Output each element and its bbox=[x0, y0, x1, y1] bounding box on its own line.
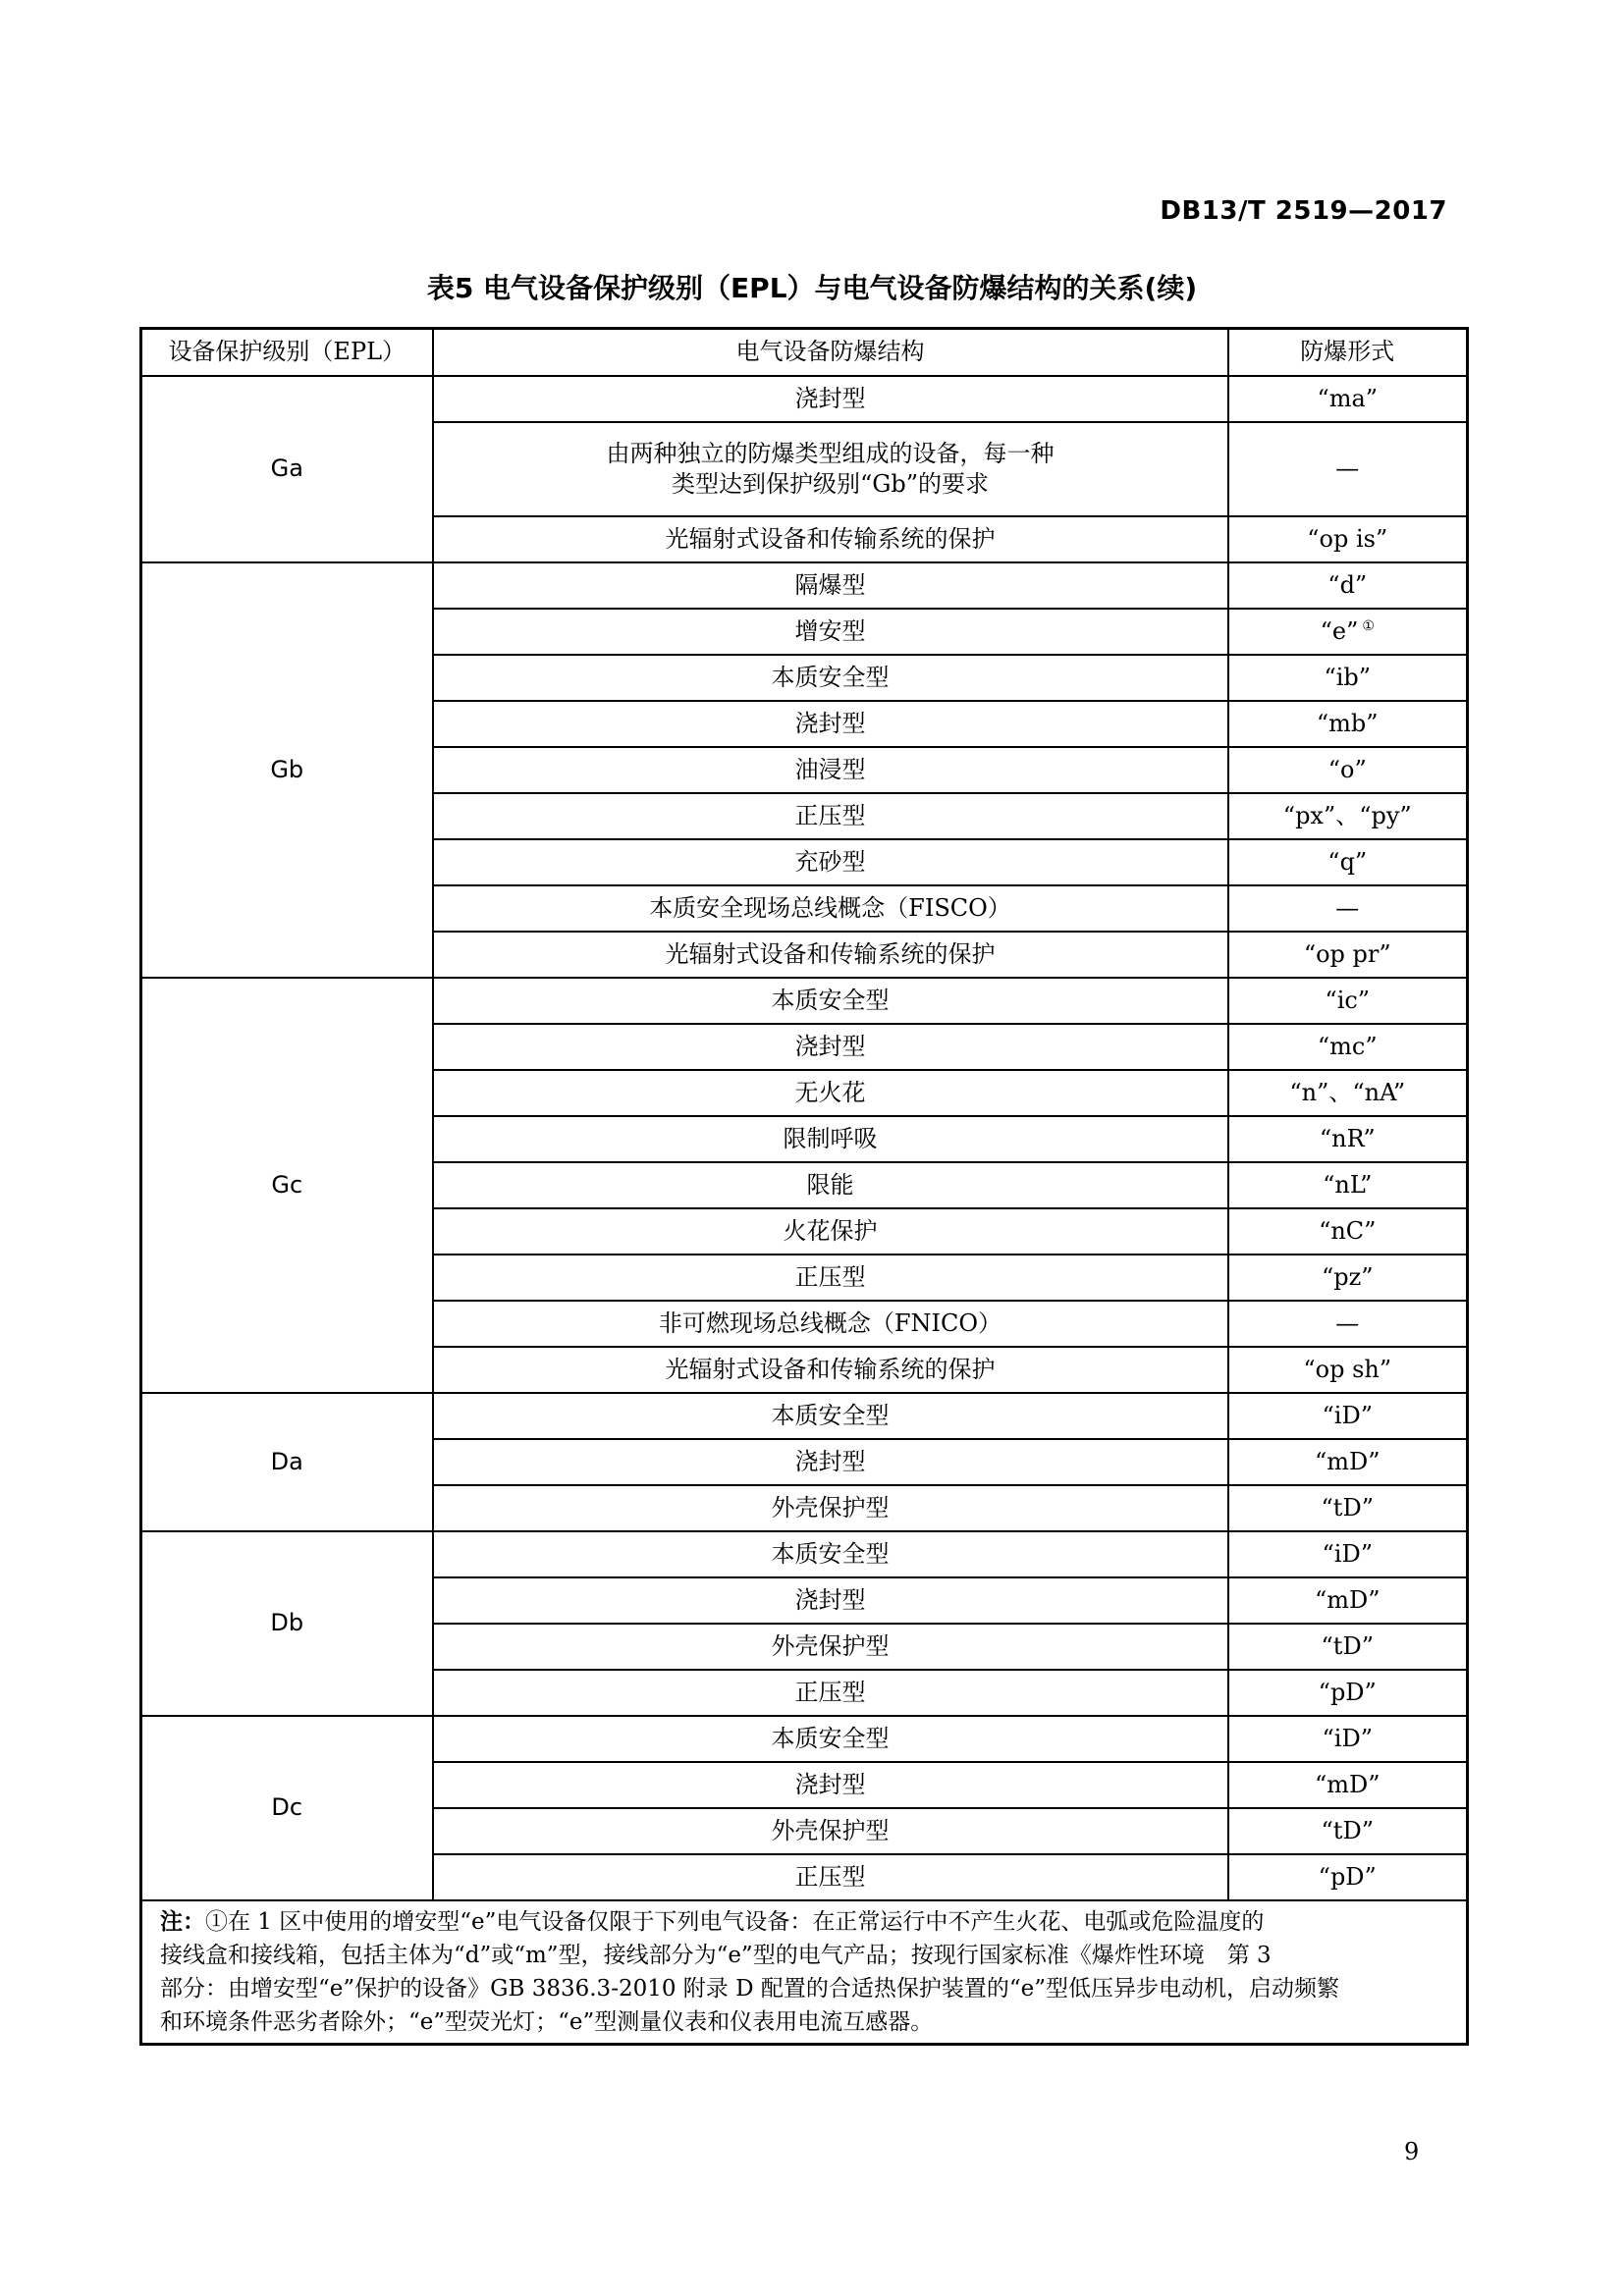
structure-cell: 浇封型 bbox=[433, 376, 1228, 422]
form-value: “e” bbox=[1320, 616, 1359, 645]
epl-level-cell: Gc bbox=[141, 978, 433, 1393]
form-cell: “iD” bbox=[1228, 1716, 1468, 1762]
form-cell: “nC” bbox=[1228, 1208, 1468, 1255]
epl-level-cell: Gb bbox=[141, 562, 433, 978]
form-cell: “iD” bbox=[1228, 1531, 1468, 1577]
structure-cell: 光辐射式设备和传输系统的保护 bbox=[433, 516, 1228, 562]
structure-cell: 本质安全型 bbox=[433, 1393, 1228, 1439]
form-cell: “tD” bbox=[1228, 1485, 1468, 1531]
form-cell: “ma” bbox=[1228, 376, 1468, 422]
structure-cell: 浇封型 bbox=[433, 1024, 1228, 1070]
structure-cell: 浇封型 bbox=[433, 1439, 1228, 1485]
form-cell: “nR” bbox=[1228, 1116, 1468, 1162]
structure-cell: 本质安全型 bbox=[433, 1531, 1228, 1577]
structure-cell: 光辐射式设备和传输系统的保护 bbox=[433, 1347, 1228, 1393]
structure-cell: 正压型 bbox=[433, 1255, 1228, 1301]
structure-cell: 充砂型 bbox=[433, 839, 1228, 885]
page-number: 9 bbox=[1404, 2138, 1420, 2165]
note-text: ①在 1 区中使用的增安型“e”电气设备仅限于下列电气设备：在正常运行中不产生火花、电弧或危险温度的 bbox=[205, 1909, 1265, 1935]
structure-cell: 限制呼吸 bbox=[433, 1116, 1228, 1162]
structure-cell: 浇封型 bbox=[433, 1577, 1228, 1624]
form-cell: “o” bbox=[1228, 747, 1468, 793]
form-cell: “nL” bbox=[1228, 1162, 1468, 1208]
structure-cell: 正压型 bbox=[433, 1670, 1228, 1716]
form-cell: “pz” bbox=[1228, 1255, 1468, 1301]
structure-cell: 光辐射式设备和传输系统的保护 bbox=[433, 932, 1228, 978]
table-title: 表5 电气设备保护级别（EPL）与电气设备防爆结构的关系(续) bbox=[426, 272, 1198, 304]
epl-level-cell: Ga bbox=[141, 376, 433, 562]
structure-cell: 限能 bbox=[433, 1162, 1228, 1208]
structure-cell: 火花保护 bbox=[433, 1208, 1228, 1255]
form-cell: “pD” bbox=[1228, 1854, 1468, 1900]
form-cell: “ic” bbox=[1228, 978, 1468, 1024]
structure-cell: 本质安全现场总线概念（FISCO） bbox=[433, 885, 1228, 932]
form-cell: “op sh” bbox=[1228, 1347, 1468, 1393]
document-code: DB13/T 2519—2017 bbox=[1160, 196, 1447, 226]
form-cell: — bbox=[1228, 885, 1468, 932]
form-cell: “mc” bbox=[1228, 1024, 1468, 1070]
footnote-marker: ① bbox=[1362, 617, 1375, 634]
form-cell: “d” bbox=[1228, 562, 1468, 609]
table-row bbox=[141, 376, 1468, 422]
structure-cell: 浇封型 bbox=[433, 701, 1228, 747]
note-label: 注： bbox=[160, 1908, 205, 1935]
epl-level-cell: Db bbox=[141, 1531, 433, 1716]
structure-cell: 本质安全型 bbox=[433, 655, 1228, 701]
form-cell: “tD” bbox=[1228, 1808, 1468, 1854]
structure-cell: 外壳保护型 bbox=[433, 1485, 1228, 1531]
note-line-4: 和环境条件恶劣者除外；“e”型荧光灯；“e”型测量仪表和仪表用电流互感器。 bbox=[160, 2009, 934, 2035]
form-cell: “op pr” bbox=[1228, 932, 1468, 978]
note-line-2: 接线盒和接线箱，包括主体为“d”或“m”型，接线部分为“e”型的电气产品；按现行国家标准《爆炸性环境 第 3 bbox=[160, 1943, 1272, 1968]
structure-cell: 浇封型 bbox=[433, 1762, 1228, 1808]
structure-line-2: 类型达到保护级别“Gb”的要求 bbox=[671, 470, 990, 498]
structure-cell: 本质安全型 bbox=[433, 978, 1228, 1024]
form-cell: “mD” bbox=[1228, 1439, 1468, 1485]
structure-cell: 无火花 bbox=[433, 1070, 1228, 1116]
form-cell: “n”、“nA” bbox=[1228, 1070, 1468, 1116]
column-header-form: 防爆形式 bbox=[1228, 329, 1468, 377]
table-row bbox=[141, 1531, 1468, 1577]
table-row bbox=[141, 1393, 1468, 1439]
form-cell: “q” bbox=[1228, 839, 1468, 885]
table-row bbox=[141, 978, 1468, 1024]
epl-level-cell: Dc bbox=[141, 1716, 433, 1900]
form-cell: “op is” bbox=[1228, 516, 1468, 562]
form-cell: “px”、“py” bbox=[1228, 793, 1468, 839]
form-cell: — bbox=[1228, 1301, 1468, 1347]
structure-cell: 正压型 bbox=[433, 793, 1228, 839]
form-cell: “ib” bbox=[1228, 655, 1468, 701]
table-row bbox=[141, 1716, 1468, 1762]
structure-cell: 正压型 bbox=[433, 1854, 1228, 1900]
structure-cell bbox=[433, 422, 1228, 516]
form-cell: “mb” bbox=[1228, 701, 1468, 747]
note-row bbox=[141, 1900, 1468, 2045]
table-row bbox=[141, 562, 1468, 609]
epl-table bbox=[139, 327, 1469, 2046]
structure-cell: 油浸型 bbox=[433, 747, 1228, 793]
column-header-epl: 设备保护级别（EPL） bbox=[141, 329, 433, 377]
structure-cell: 增安型 bbox=[433, 609, 1228, 655]
form-cell bbox=[1228, 609, 1468, 655]
column-header-structure: 电气设备防爆结构 bbox=[433, 329, 1228, 377]
form-cell: “iD” bbox=[1228, 1393, 1468, 1439]
structure-cell: 本质安全型 bbox=[433, 1716, 1228, 1762]
note-line-1 bbox=[160, 1905, 1448, 1939]
form-cell: “mD” bbox=[1228, 1762, 1468, 1808]
epl-level-cell: Da bbox=[141, 1393, 433, 1531]
structure-cell: 外壳保护型 bbox=[433, 1808, 1228, 1854]
table-note bbox=[141, 1900, 1468, 2045]
structure-cell: 非可燃现场总线概念（FNICO） bbox=[433, 1301, 1228, 1347]
note-line-3: 部分：由增安型“e”保护的设备》GB 3836.3-2010 附录 D 配置的合适热保护装置的“e”型低压异步电动机，启动频繁 bbox=[160, 1976, 1339, 2002]
form-cell: “tD” bbox=[1228, 1624, 1468, 1670]
structure-cell: 外壳保护型 bbox=[433, 1624, 1228, 1670]
form-cell: “mD” bbox=[1228, 1577, 1468, 1624]
form-cell: — bbox=[1228, 422, 1468, 516]
structure-line-1: 由两种独立的防爆类型组成的设备，每一种 bbox=[606, 439, 1055, 467]
structure-cell: 隔爆型 bbox=[433, 562, 1228, 609]
form-cell: “pD” bbox=[1228, 1670, 1468, 1716]
